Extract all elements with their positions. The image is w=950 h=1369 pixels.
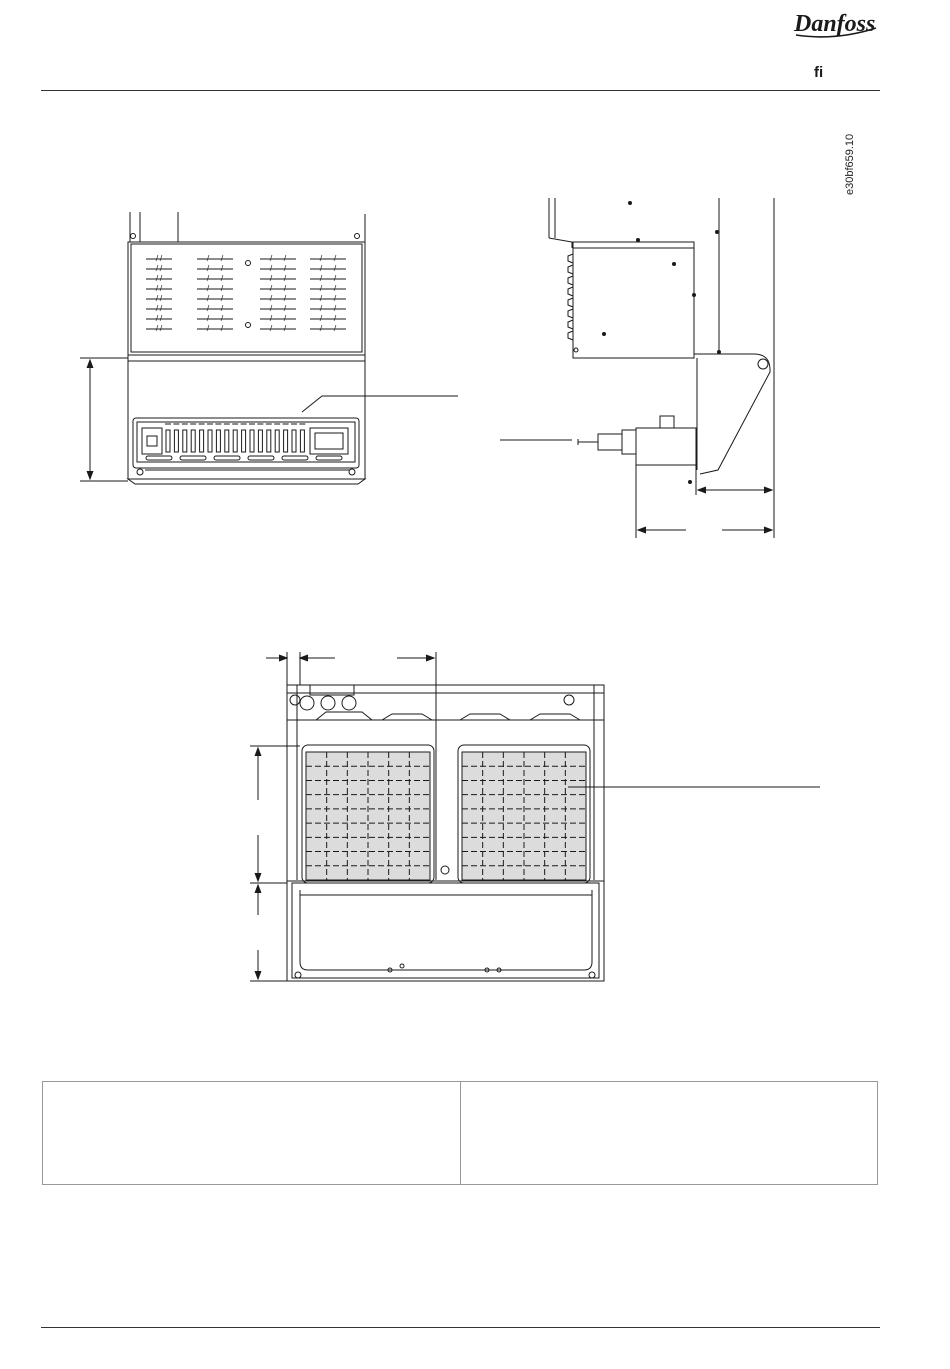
vent-slots	[146, 255, 346, 331]
top-view-drawing	[250, 652, 820, 981]
language-code: fi	[814, 64, 824, 81]
drawing-id-text: e30bf659.10	[844, 133, 856, 195]
footer-rule	[41, 1327, 880, 1328]
front-view-drawing	[80, 212, 458, 484]
side-view-drawing	[500, 198, 774, 538]
legend-cell-right	[460, 1082, 878, 1185]
side-tabs	[568, 254, 573, 340]
terminal-block	[146, 424, 342, 460]
legend-row	[43, 1082, 878, 1185]
legend-table	[42, 1081, 878, 1185]
brand-wordmark: Danfoss	[794, 11, 876, 37]
legend-cell-left	[43, 1082, 461, 1185]
